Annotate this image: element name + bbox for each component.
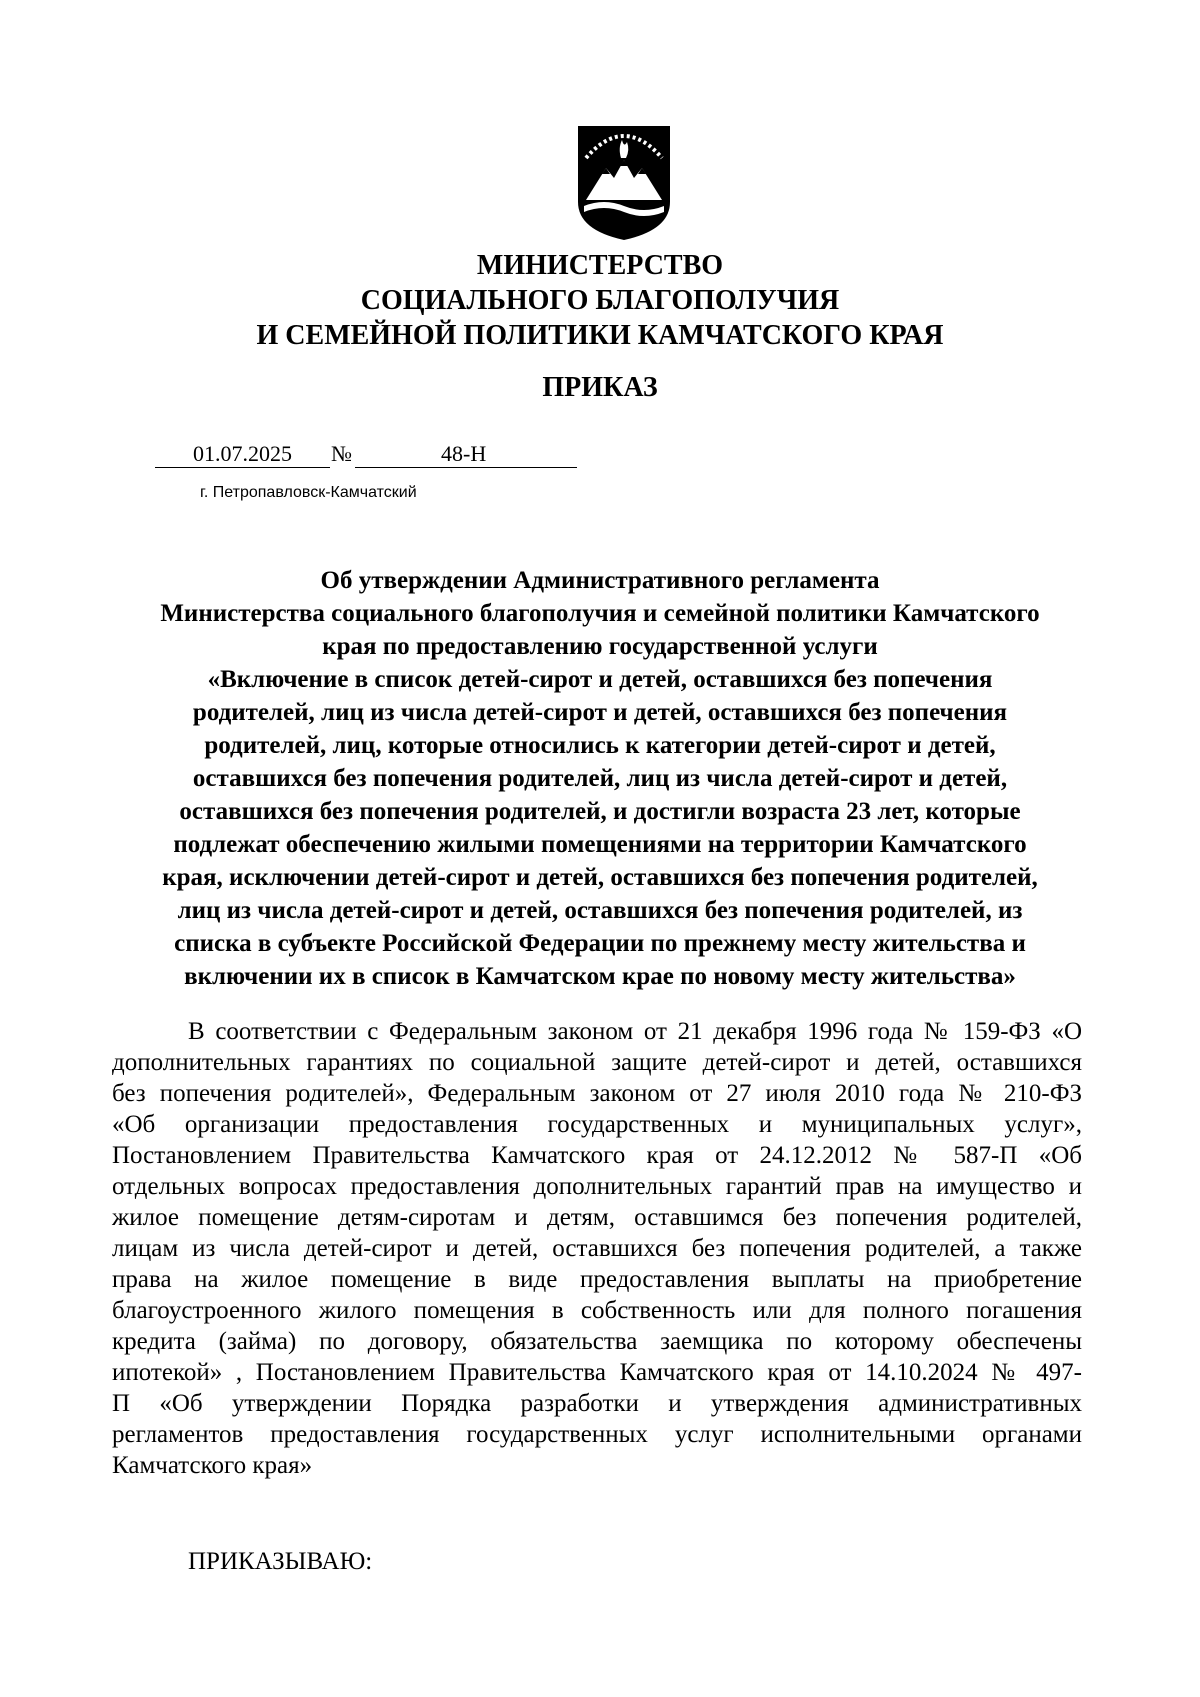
number-sign: № — [331, 441, 352, 466]
preamble-line: Постановлением Правительства Камчатского края от 24.12.2012 № 587-П «Об — [112, 1142, 1082, 1169]
subject-line: списка в субъекте Российской Федерации по прежнему месту жительства и — [174, 930, 1026, 957]
order-preamble — [112, 1016, 1082, 1481]
subject-line: края, исключении детей-сирот и детей, оставшихся без попечения родителей, — [162, 864, 1038, 891]
subject-line: подлежат обеспечению жилыми помещениями на территории Камчатского — [173, 831, 1027, 858]
preamble-line: ипотекой» , Постановлением Правительства Камчатского края от 14.10.2024 № 497- — [112, 1359, 1082, 1386]
preamble-line: отдельных вопросах предоставления дополнительных гарантий прав на имущество и — [112, 1173, 1082, 1200]
preamble-line: жилое помещение детям-сиротам и детям, оставшимся без попечения родителей, — [112, 1204, 1082, 1231]
subject-line: Об утверждении Административного регламента — [320, 567, 880, 594]
order-date: 01.07.2025 — [155, 440, 330, 468]
preamble-line: В соответствии с Федеральным законом от 21 декабря 1996 года № 159-ФЗ «О — [188, 1018, 1082, 1045]
preamble-line: без попечения родителей», Федеральным законом от 27 июля 2010 года № 210-ФЗ — [112, 1080, 1082, 1107]
preamble-line: лицам из числа детей-сирот и детей, оставшихся без попечения родителей, а также — [112, 1235, 1082, 1262]
subject-line: «Включение в список детей-сирот и детей, оставшихся без попечения — [207, 666, 993, 693]
preamble-line: Камчатского края» — [112, 1452, 313, 1479]
order-subject — [118, 564, 1082, 993]
subject-line: родителей, лиц из числа детей-сирот и детей, оставшихся без попечения — [192, 699, 1008, 726]
order-date-number-line — [155, 440, 585, 470]
order-number: 48-Н — [355, 440, 577, 468]
subject-line: оставшихся без попечения родителей, лиц из числа детей-сирот и детей, — [192, 765, 1008, 792]
ministry-line: И СЕМЕЙНОЙ ПОЛИТИКИ КАМЧАТСКОГО КРАЯ — [256, 320, 944, 351]
subject-line: лиц из числа детей-сирот и детей, оставшихся без попечения родителей, из — [177, 897, 1023, 924]
preamble-line: «Об организации предоставления государственных и муниципальных услуг», — [112, 1111, 1082, 1138]
preamble-line: П «Об утверждении Порядка разработки и утверждения административных — [112, 1390, 1082, 1417]
ministry-header — [150, 248, 1050, 353]
subject-line: родителей, лиц, которые относились к категории детей-сирот и детей, — [204, 732, 996, 759]
ministry-line: МИНИСТЕРСТВО — [476, 250, 724, 281]
subject-line: Министерства социального благополучия и семейной политики Камчатского — [160, 600, 1040, 627]
subject-line: включении их в список в Камчатском крае по новому месту жительства» — [184, 963, 1016, 990]
preamble-line: регламентов предоставления государственных услуг исполнительными органами — [112, 1421, 1082, 1448]
subject-line: оставшихся без попечения родителей, и достигли возраста 23 лет, которые — [179, 798, 1021, 825]
order-title: ПРИКАЗ — [542, 372, 658, 403]
subject-line: края по предоставлению государственной услуги — [322, 633, 878, 660]
preamble-line: дополнительных гарантиях по социальной защите детей-сирот и детей, оставшихся — [112, 1049, 1082, 1076]
kamchatka-coat-of-arms-icon — [572, 118, 676, 242]
preamble-line: кредита (займа) по договору, обязательства заемщика по которому обеспечены — [112, 1328, 1082, 1355]
preamble-line: благоустроенного жилого помещения в собственность или для полного погашения — [112, 1297, 1082, 1324]
ministry-line: СОЦИАЛЬНОГО БЛАГОПОЛУЧИЯ — [360, 285, 840, 316]
order-place: г. Петропавловск-Камчатский — [200, 484, 417, 501]
decree-word: ПРИКАЗЫВАЮ: — [188, 1548, 373, 1575]
preamble-line: права на жилое помещение в виде предоставления выплаты на приобретение — [112, 1266, 1082, 1293]
